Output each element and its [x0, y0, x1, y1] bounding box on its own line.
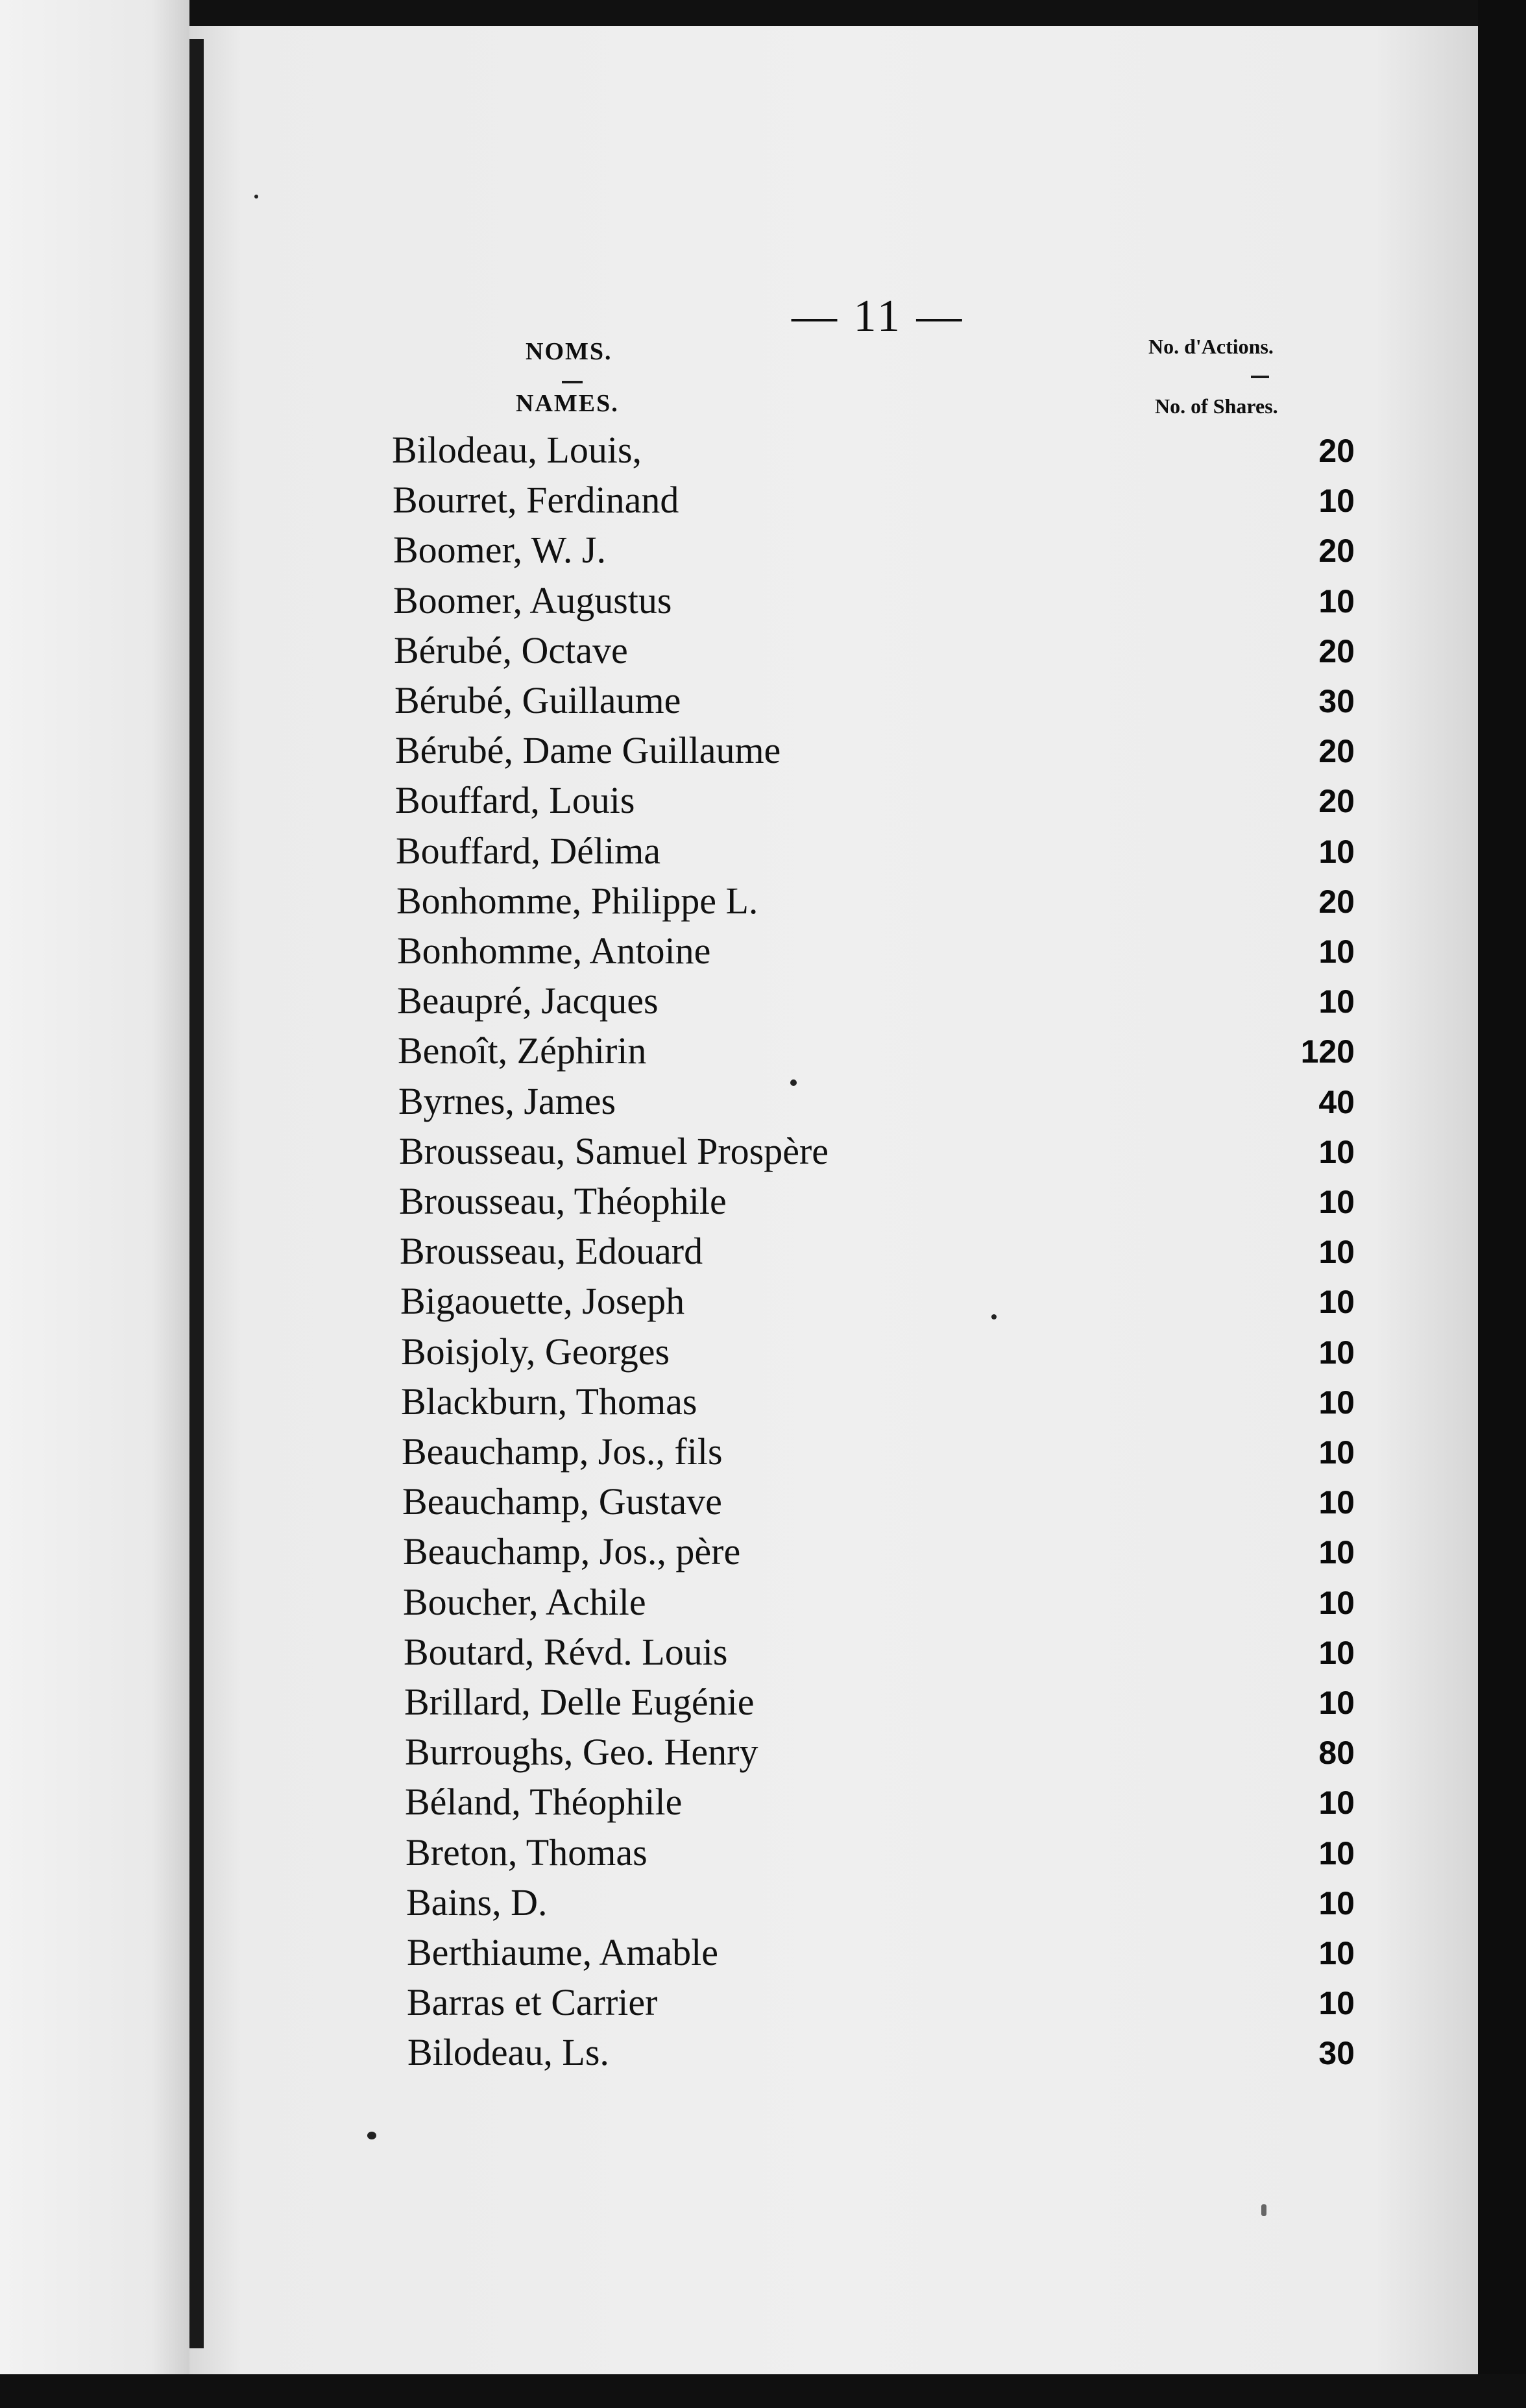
share-count: 10: [1318, 1885, 1355, 1921]
print-speck: [1261, 2204, 1266, 2216]
binding-shadow: [189, 39, 204, 2348]
shareholder-name: Barras et Carrier: [407, 1981, 658, 2023]
shareholder-name: Breton, Thomas: [406, 1831, 648, 1873]
share-count: 10: [1318, 983, 1355, 1020]
shareholder-name: Bérubé, Guillaume: [394, 679, 681, 721]
share-count: 10: [1318, 1484, 1355, 1521]
shareholder-name: Bains, D.: [406, 1881, 548, 1923]
share-count: 10: [1318, 1985, 1355, 2021]
share-count: 40: [1318, 1084, 1355, 1120]
share-count: 10: [1318, 1434, 1355, 1471]
share-count: 10: [1318, 1334, 1355, 1371]
share-count: 10: [1318, 1184, 1355, 1220]
shareholder-name: Bilodeau, Ls.: [407, 2031, 609, 2073]
share-count: 10: [1318, 1635, 1355, 1671]
column-header-noms: NOMS.: [526, 338, 612, 365]
share-count: 10: [1318, 1134, 1355, 1170]
print-speck: [991, 1314, 997, 1319]
shareholder-name: Bouffard, Louis: [395, 779, 635, 821]
header-divider: [1251, 376, 1269, 378]
shareholder-name: Bouffard, Délima: [396, 830, 661, 872]
column-header-actions: No. d'Actions.: [1148, 335, 1274, 358]
share-count: 20: [1318, 783, 1355, 819]
shareholder-name: Boisjoly, Georges: [401, 1330, 670, 1373]
share-count: 120: [1300, 1033, 1355, 1070]
shareholder-name: Bigaouette, Joseph: [400, 1280, 685, 1322]
share-count: 10: [1318, 1284, 1355, 1320]
shareholder-name: Boomer, W. J.: [393, 529, 606, 571]
shareholder-name: Bourret, Ferdinand: [393, 479, 679, 521]
page-number: — 11 —: [792, 291, 965, 341]
shareholder-name: Benoît, Zéphirin: [398, 1029, 647, 1072]
right-edge-shadow: [1478, 0, 1526, 2408]
shareholder-name: Blackburn, Thomas: [401, 1380, 697, 1423]
shareholder-name: Bonhomme, Antoine: [397, 930, 711, 972]
print-speck: [790, 1079, 797, 1086]
share-count: 20: [1318, 733, 1355, 769]
share-count: 20: [1318, 433, 1355, 469]
share-count: 80: [1318, 1735, 1355, 1771]
shareholder-name: Beaupré, Jacques: [397, 980, 659, 1022]
share-count: 10: [1318, 1234, 1355, 1270]
shareholder-name: Byrnes, James: [398, 1080, 616, 1122]
shareholder-name: Burroughs, Geo. Henry: [405, 1731, 758, 1773]
column-header-shares: No. of Shares.: [1155, 394, 1278, 418]
header-divider: [562, 381, 583, 383]
left-margin: [0, 0, 189, 2408]
share-count: 10: [1318, 1835, 1355, 1872]
shareholder-name: Berthiaume, Amable: [407, 1931, 718, 1973]
share-count: 10: [1318, 1585, 1355, 1621]
shareholder-name: Brousseau, Théophile: [399, 1180, 727, 1222]
print-speck: [254, 195, 258, 199]
shareholder-name: Boucher, Achile: [403, 1581, 646, 1623]
shareholder-name: Brousseau, Edouard: [400, 1230, 703, 1272]
share-count: 30: [1318, 683, 1355, 719]
share-count: 10: [1318, 1685, 1355, 1721]
share-count: 20: [1318, 633, 1355, 669]
shareholder-name: Boutard, Révd. Louis: [404, 1631, 728, 1673]
shareholder-name: Beauchamp, Jos., père: [403, 1530, 741, 1572]
bottom-edge-shadow: [0, 2374, 1526, 2408]
share-count: 10: [1318, 933, 1355, 970]
share-count: 20: [1318, 884, 1355, 920]
shareholder-name: Beauchamp, Gustave: [402, 1480, 722, 1523]
shareholder-name: Brillard, Delle Eugénie: [404, 1681, 755, 1723]
share-count: 20: [1318, 533, 1355, 569]
share-count: 10: [1318, 1384, 1355, 1421]
share-count: 10: [1318, 1785, 1355, 1821]
column-header-names: NAMES.: [516, 390, 619, 417]
shareholder-name: Bilodeau, Louis,: [392, 429, 642, 471]
share-count: 10: [1318, 834, 1355, 870]
shareholder-name: Boomer, Augustus: [393, 579, 672, 621]
shareholder-name: Béland, Théophile: [405, 1781, 683, 1823]
shareholder-name: Bérubé, Dame Guillaume: [395, 729, 781, 771]
share-count: 10: [1318, 483, 1355, 519]
shareholder-name: Bérubé, Octave: [394, 629, 628, 671]
shareholder-name: Brousseau, Samuel Prospère: [399, 1130, 829, 1172]
shareholder-name: Beauchamp, Jos., fils: [402, 1430, 723, 1473]
share-count: 10: [1318, 1534, 1355, 1571]
share-count: 30: [1318, 2035, 1355, 2071]
share-count: 10: [1318, 583, 1355, 620]
shareholder-name: Bonhomme, Philippe L.: [396, 880, 758, 922]
share-count: 10: [1318, 1935, 1355, 1971]
print-speck: [367, 2132, 376, 2139]
